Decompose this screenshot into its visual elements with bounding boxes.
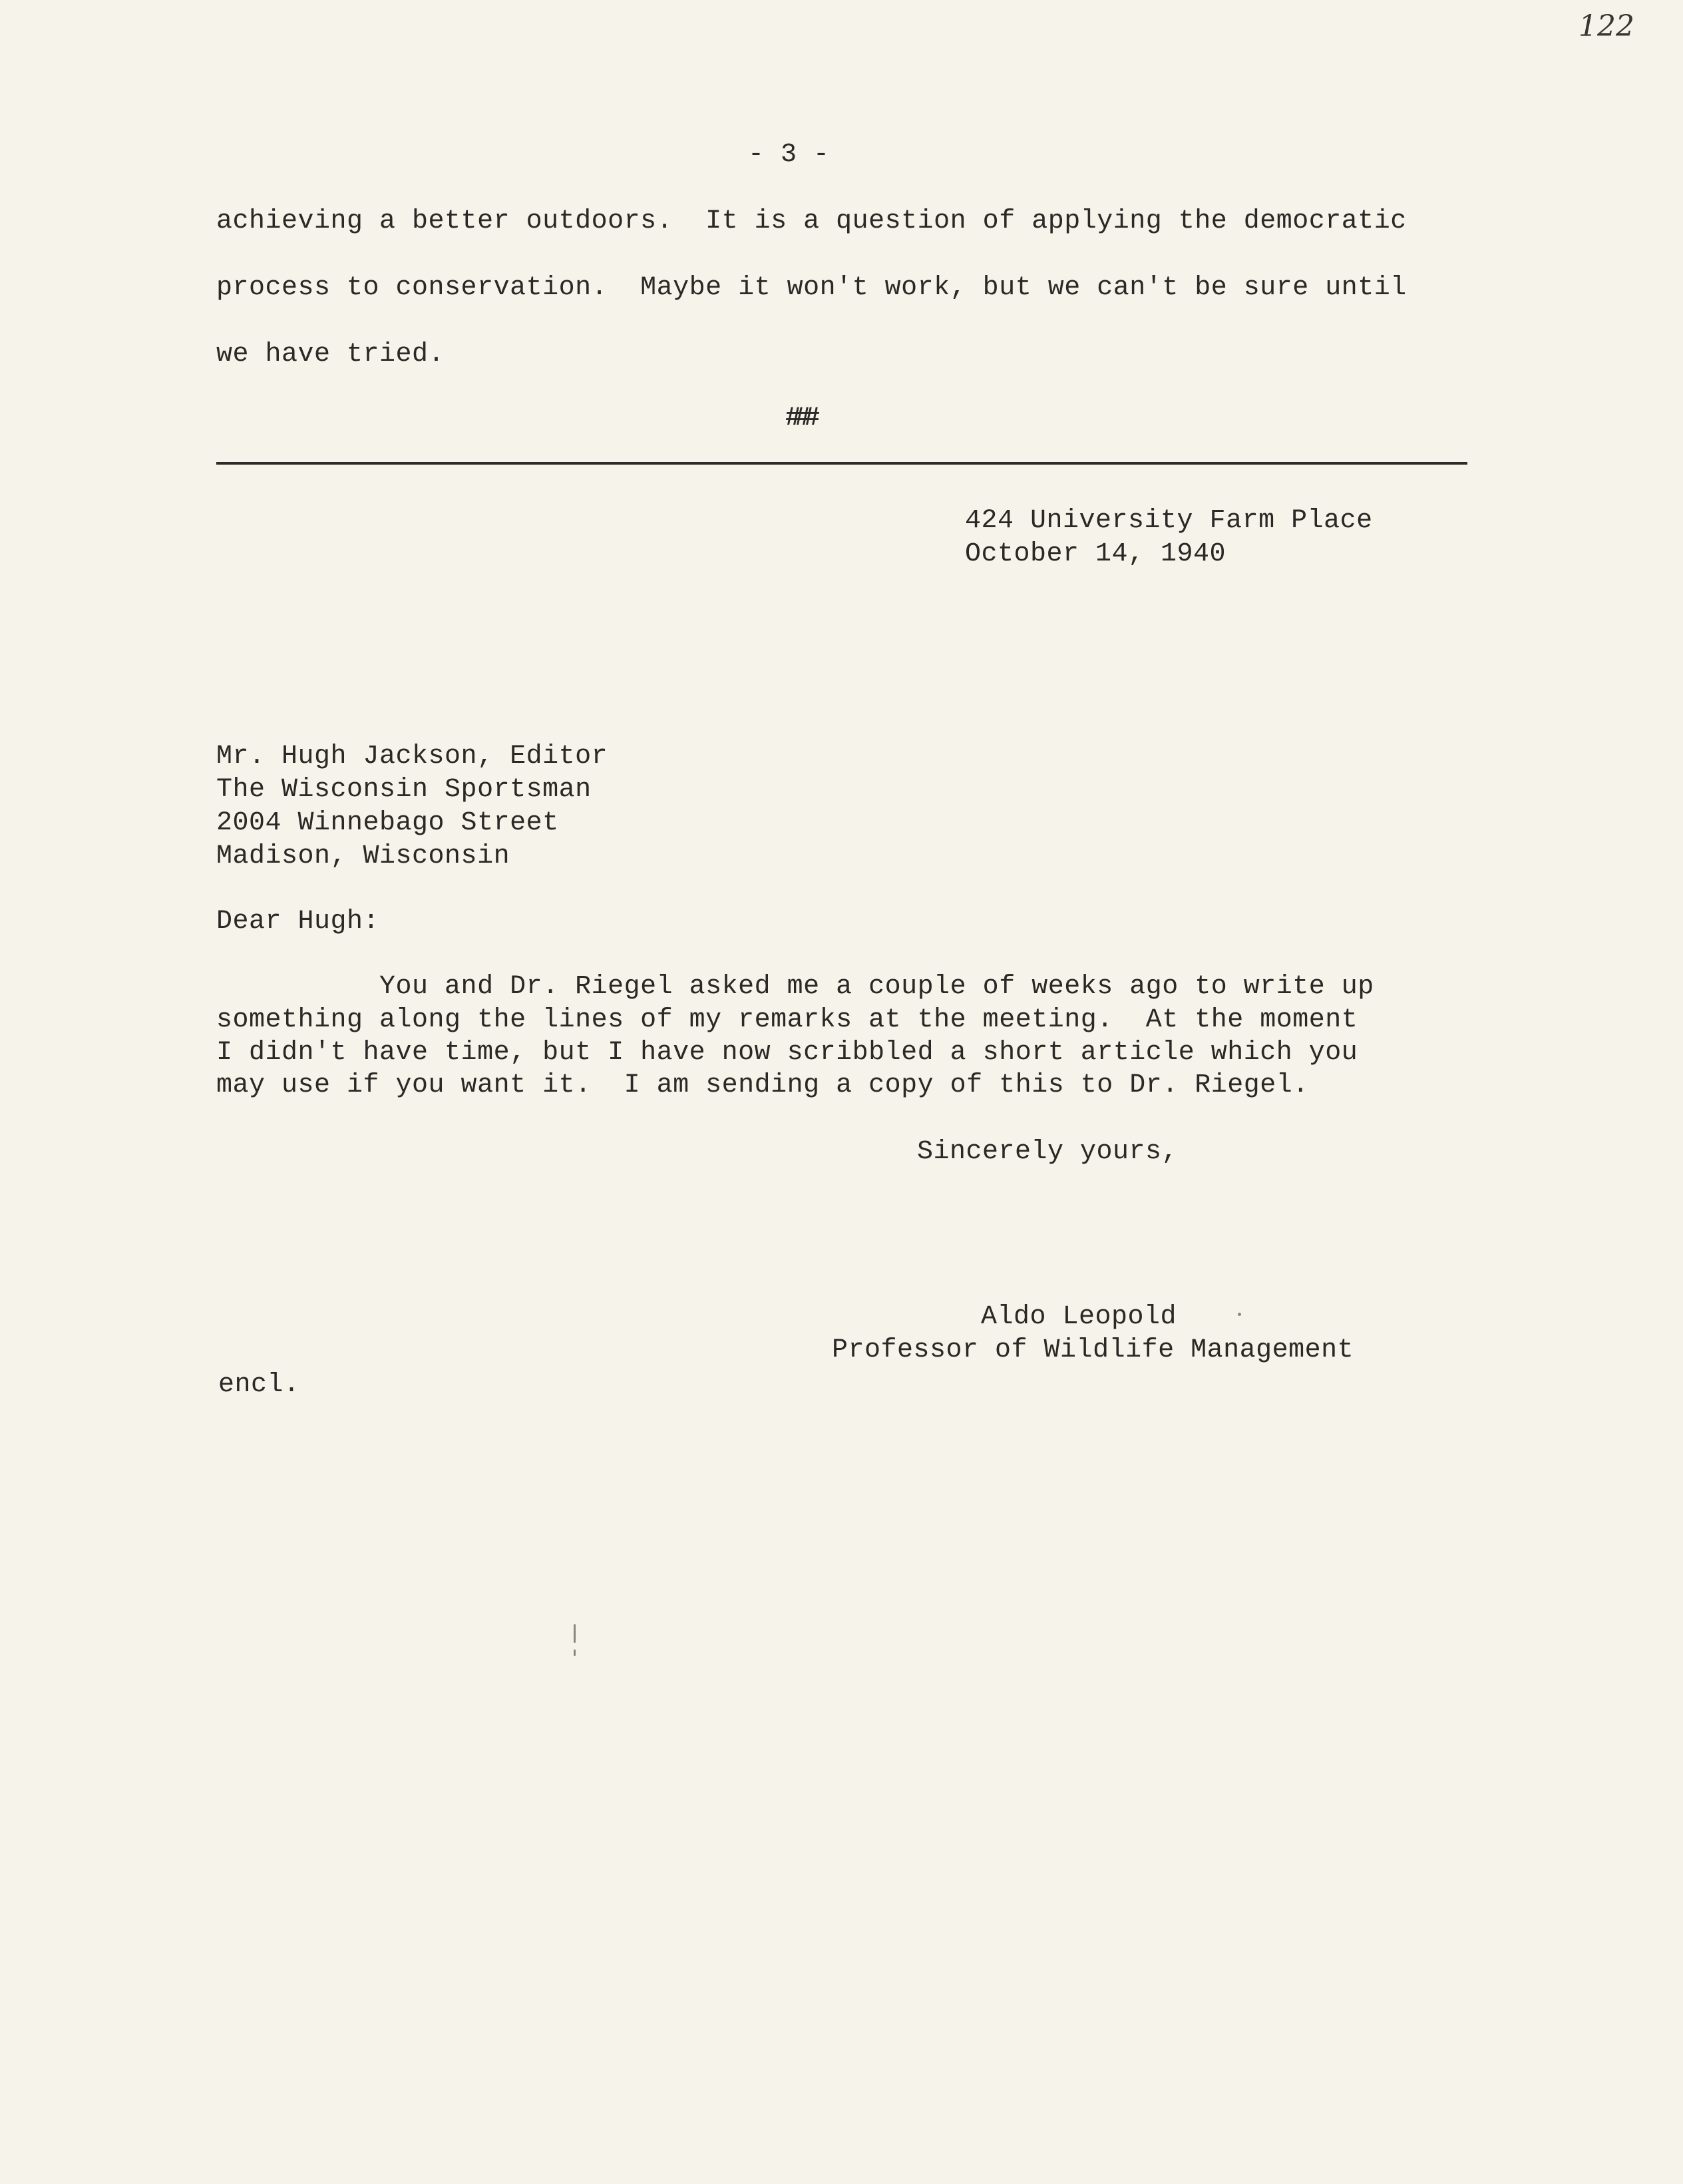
- salutation: Dear Hugh:: [216, 907, 380, 937]
- body-line-2: something along the lines of my remarks at the meeting. At the moment: [216, 1005, 1358, 1035]
- closing: Sincerely yours,: [917, 1137, 1179, 1167]
- stray-mark: [574, 1624, 576, 1643]
- sender-address-date: October 14, 1940: [965, 539, 1226, 569]
- stray-mark: [1238, 1313, 1241, 1316]
- horizontal-rule: [216, 462, 1467, 465]
- body-line-3: I didn't have time, but I have now scribbled a short article which you: [216, 1038, 1358, 1068]
- signature-name: Aldo Leopold: [981, 1302, 1177, 1332]
- continuation-line-3: we have tried.: [216, 339, 445, 369]
- page-header: - 3 -: [748, 140, 830, 170]
- body-line-1: You and Dr. Riegel asked me a couple of weeks ago to write up: [216, 972, 1374, 1002]
- end-mark: ###: [785, 403, 814, 433]
- stray-mark: [574, 1649, 576, 1656]
- continuation-line-2: process to conservation. Maybe it won't work, but we can't be sure until: [216, 273, 1407, 303]
- continuation-line-1: achieving a better outdoors. It is a question of applying the democratic: [216, 206, 1407, 236]
- recipient-line-3: 2004 Winnebago Street: [216, 808, 559, 838]
- handwritten-page-number: 122: [1579, 9, 1634, 43]
- sender-address-street: 424 University Farm Place: [965, 506, 1373, 536]
- recipient-line-1: Mr. Hugh Jackson, Editor: [216, 742, 608, 771]
- recipient-line-2: The Wisconsin Sportsman: [216, 775, 592, 805]
- enclosure-note: encl.: [218, 1370, 300, 1400]
- signature-title: Professor of Wildlife Management: [832, 1335, 1354, 1365]
- body-line-4: may use if you want it. I am sending a copy of this to Dr. Riegel.: [216, 1070, 1309, 1100]
- recipient-line-4: Madison, Wisconsin: [216, 841, 510, 871]
